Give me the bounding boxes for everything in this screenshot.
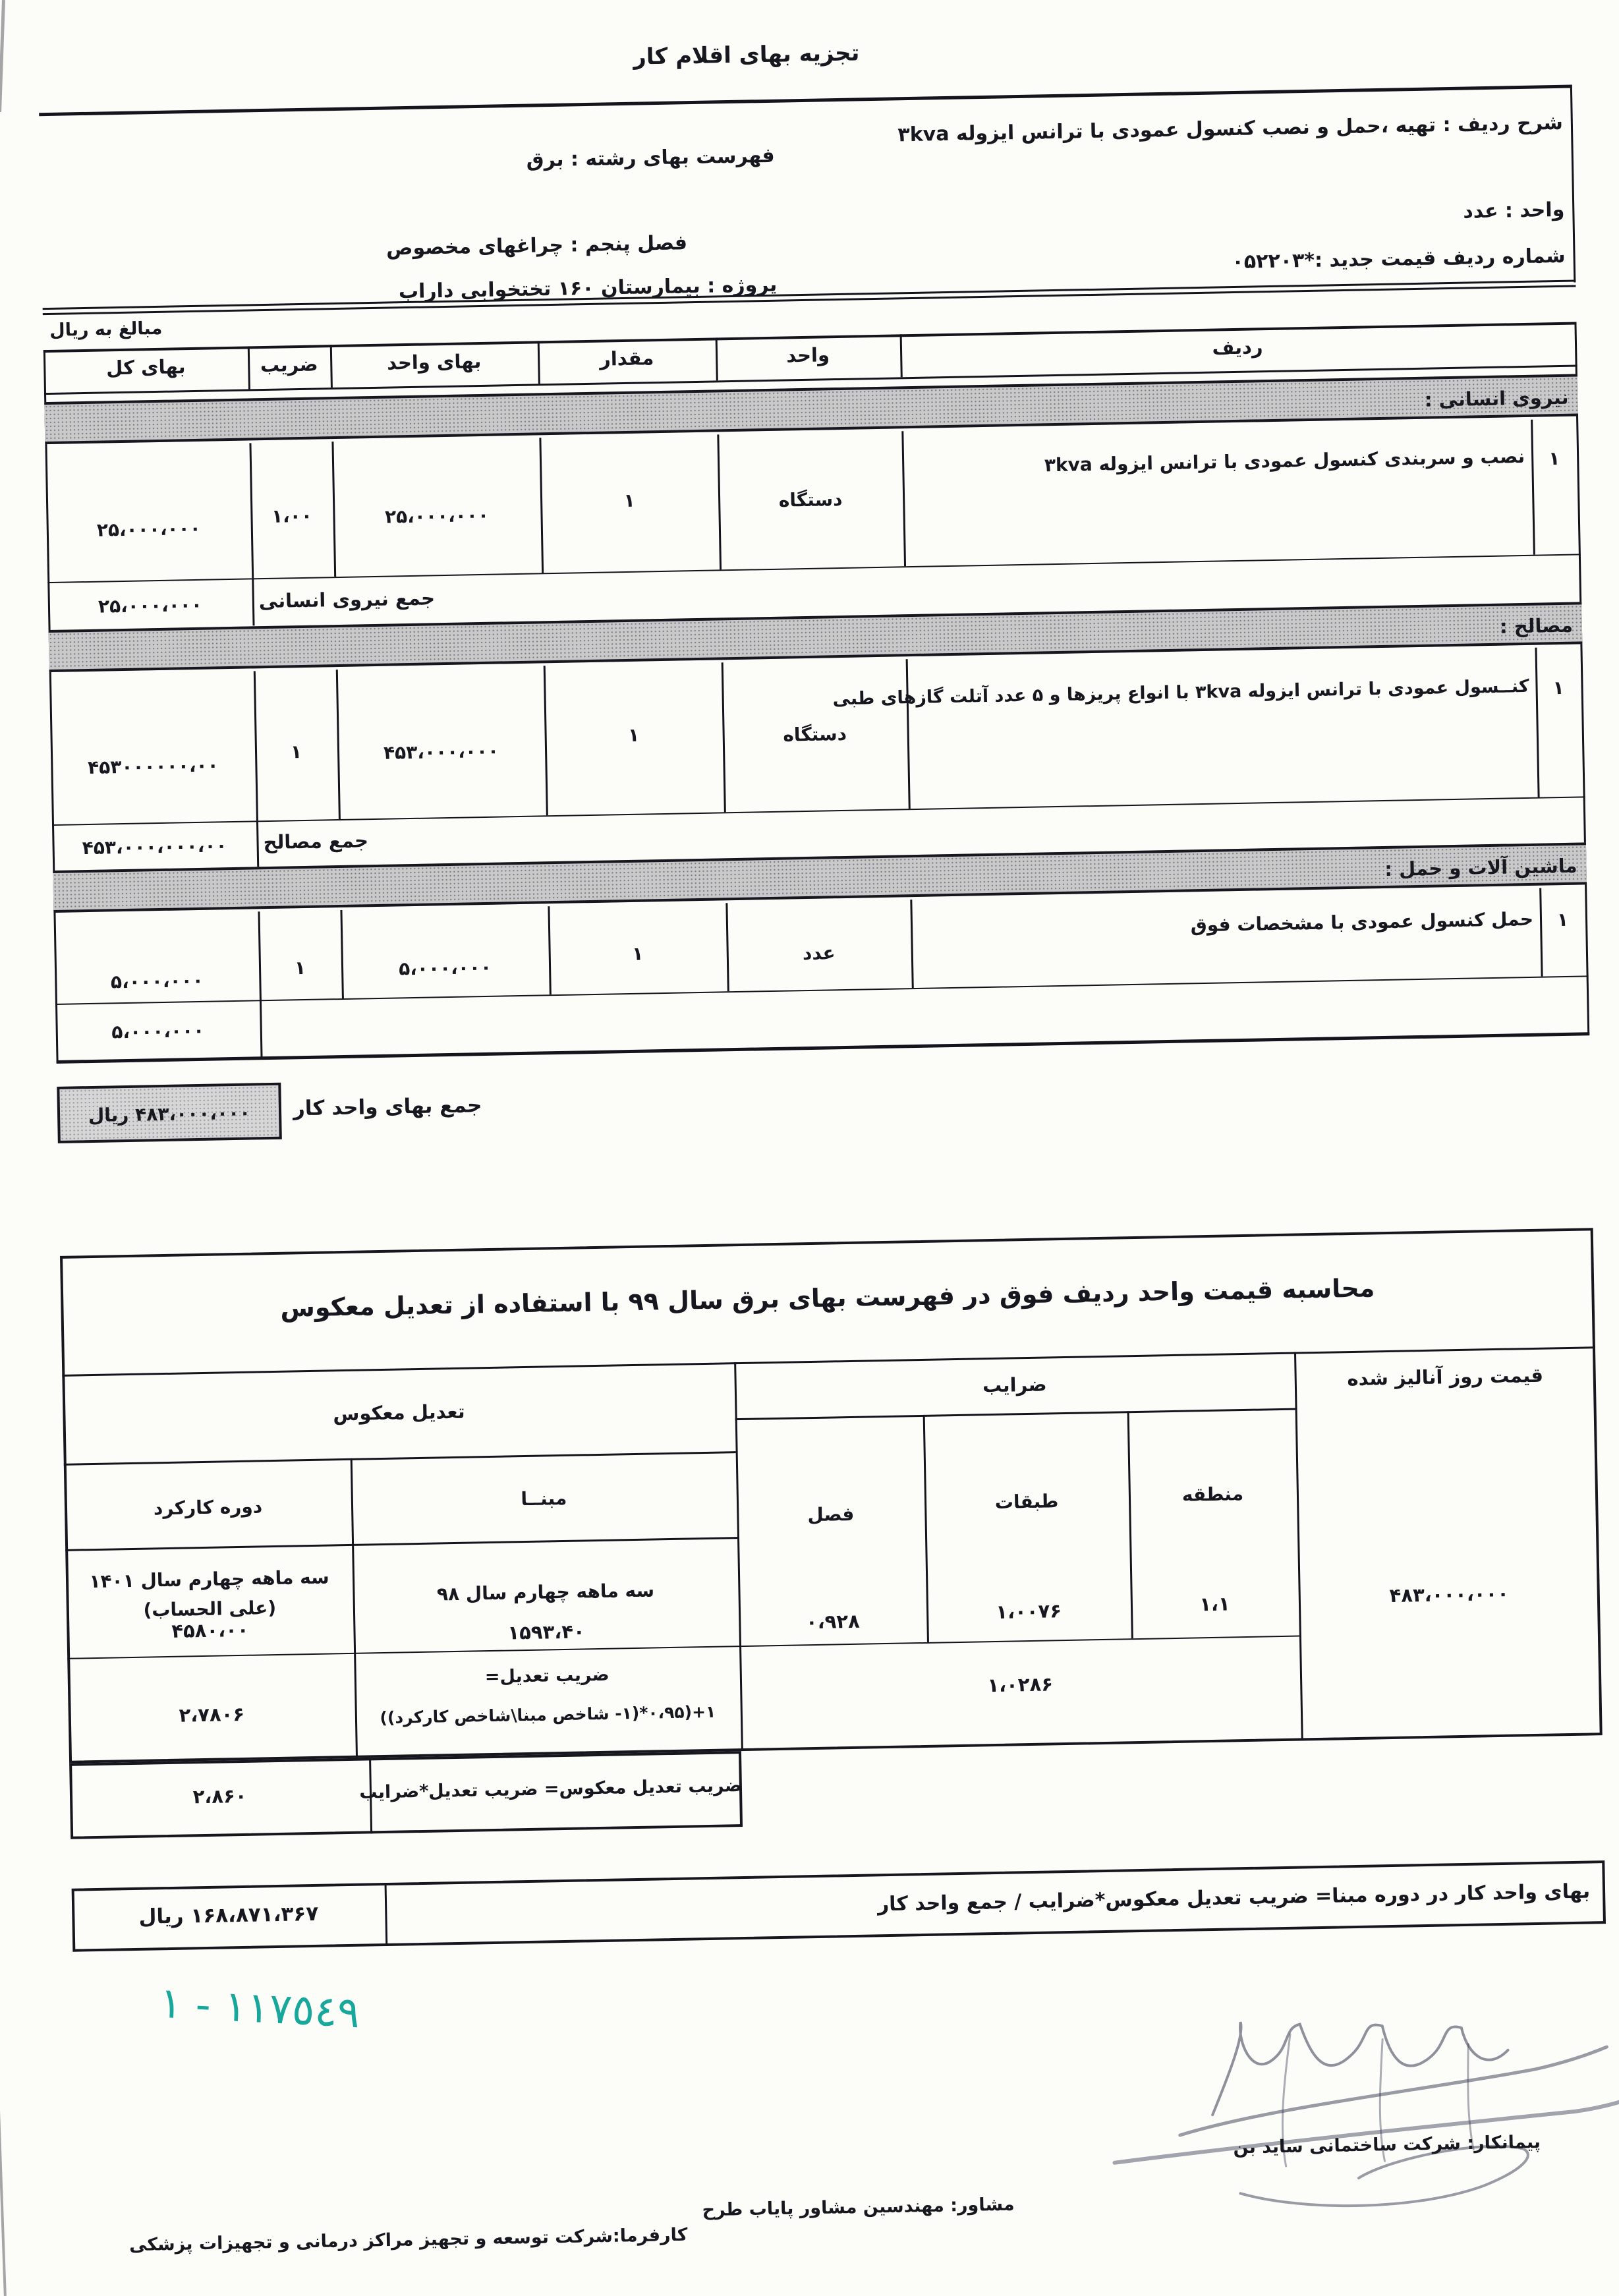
table-line — [340, 910, 343, 998]
col-header-coef: ضریب — [260, 353, 318, 377]
adjustment-value: ۲،۷۸۰۶ — [179, 1702, 245, 1727]
row-qty-cell: ۱ — [631, 942, 644, 965]
section-sum-label: جمع نیروی انسانی — [258, 587, 436, 613]
section-band-materials — [49, 602, 1583, 672]
section-title: ماشین آلات و حمل : — [1384, 854, 1577, 880]
factors-product-value: ۱،۰۲۸۶ — [987, 1673, 1054, 1697]
table-line — [1535, 648, 1539, 797]
table-line — [43, 350, 59, 1063]
section-sum-value: ۵،۰۰۰،۰۰۰ — [111, 1019, 205, 1043]
result-bar-value: ۱۶۸،۸۷۱،۳۶۷ ریال — [138, 1901, 319, 1929]
table-line — [1539, 888, 1543, 977]
analyzed-price-value: ۴۸۳،۰۰۰،۰۰۰ — [1389, 1582, 1510, 1607]
section-sum-value: ۴۵۳،۰۰۰،۰۰۰،۰۰ — [82, 834, 227, 859]
scan-edge-artifact — [0, 2076, 7, 2296]
grand-total-value: ۴۸۳،۰۰۰،۰۰۰ ریال — [88, 1101, 251, 1127]
row-coef-cell: ۱،۰۰ — [271, 504, 313, 527]
floors-value: ۱،۰۰۷۶ — [996, 1599, 1062, 1623]
row-unit-price-cell: ۴۵۳،۰۰۰،۰۰۰ — [383, 739, 499, 764]
new-price-row-number: شماره ردیف قیمت جدید :*۰۵۲۲۰۳ — [1232, 244, 1566, 274]
amounts-note: مبالغ به ریال — [49, 318, 163, 341]
row-number: ۱ — [1556, 908, 1569, 931]
row-unit-price-cell: ۵،۰۰۰،۰۰۰ — [398, 956, 492, 980]
row-description: شرح ردیف : تهیه ،حمل و نصب کنسول عمودی با ترانس ایزوله ۳kva — [897, 111, 1564, 147]
table-line — [52, 796, 1585, 826]
row-coef-cell: ۱ — [290, 741, 302, 763]
chapter-coef-value: ۰،۹۲۸ — [805, 1609, 861, 1634]
row-coef-cell: ۱ — [294, 956, 306, 979]
region-value: ۱،۱ — [1199, 1592, 1230, 1616]
table-line — [47, 554, 1581, 583]
adjustment-formula-line1: ضریب تعدیل= — [484, 1664, 610, 1688]
row-description-cell: کنــسول عمودی با ترانس ایزوله ۳kva با انواع پریزها و ۵ عدد آتلت گازهای طبی — [832, 675, 1529, 710]
row-unit-cell: عدد — [802, 942, 836, 965]
section-title: نیروی انسانی : — [1424, 386, 1569, 411]
reverse-adjustment-header: تعدیل معکوس — [333, 1400, 465, 1425]
client-label: کارفرما:شرکت توسعه و تجهیز مراکز درمانی و تجهیزات پزشکی — [128, 2224, 688, 2256]
top-rule — [39, 85, 1572, 117]
section-band-human-resources — [44, 374, 1578, 444]
reverse-adjustment-value: ۲،۸۶۰ — [192, 1784, 247, 1808]
chapter-field: فصل پنجم : چراغهای مخصوص — [385, 231, 688, 260]
header-right-border — [1570, 88, 1576, 283]
col-header-unit-price: بهای واحد — [386, 349, 482, 374]
price-list-field: فهرست بهای رشته : برق — [526, 144, 775, 172]
row-unit-cell: دستگاه — [783, 722, 847, 746]
grand-total-label: جمع بهای واحد کار — [293, 1093, 482, 1121]
work-index-value: ۴۵۸۰،۰۰ — [171, 1618, 249, 1642]
col-header-total: بهای کل — [105, 355, 186, 380]
row-number: ۱ — [1552, 676, 1564, 699]
base-header: مبنــا — [521, 1487, 567, 1510]
contractor-signature-scribble — [1072, 1988, 1619, 2236]
factors-header: ضرایب — [982, 1373, 1047, 1397]
row-qty-cell: ۱ — [623, 489, 635, 512]
adjustment-formula-line2: ۱+(۰،۹۵*(۱- شاخص مبنا\شاخص کارکرد)) — [380, 1702, 716, 1728]
row-qty-cell: ۱ — [627, 724, 640, 746]
calc-table-title: محاسبه قیمت واحد ردیف فوق در فهرست بهای برق سال ۹۹ با استفاده از تعدیل معکوس — [279, 1273, 1375, 1323]
col-header-row: ردیف — [1212, 335, 1263, 359]
row-total-cell: ۵،۰۰۰،۰۰۰ — [110, 969, 204, 993]
row-unit-cell: دستگاه — [778, 488, 843, 511]
row-total-cell: ۲۵،۰۰۰،۰۰۰ — [96, 517, 202, 541]
project-field: پروژه : بیمارستان ۱۶۰ تختخوابی داراب — [398, 273, 778, 304]
unit-note: واحد : عدد — [1463, 198, 1565, 223]
contractor-label: پیمانکار: شرکت ساختمانی ساید بن — [1233, 2131, 1541, 2158]
floors-header: طبقات — [994, 1490, 1059, 1513]
chapter-coef-header: فصل — [807, 1503, 855, 1526]
handwritten-number: ١١٧٥٤٩ - ١ — [158, 1978, 362, 2038]
table-line — [55, 975, 1589, 1005]
col-header-unit: واحد — [786, 343, 830, 367]
row-description-cell: حمل کنسول عمودی با مشخصات فوق — [1190, 907, 1534, 936]
row-number: ۱ — [1548, 447, 1560, 470]
reverse-adjustment-formula: ضریب تعدیل معکوس= ضریب تعدیل*ضرایب — [359, 1775, 743, 1803]
table-bottom-rule — [57, 1032, 1590, 1064]
col-header-qty: مقدار — [599, 347, 654, 370]
section-sum-value: ۲۵،۰۰۰،۰۰۰ — [98, 593, 203, 617]
grand-total-box — [57, 1083, 282, 1143]
row-unit-price-cell: ۲۵،۰۰۰،۰۰۰ — [384, 503, 490, 528]
region-header: منطقه — [1181, 1483, 1244, 1506]
header-bottom-rule-2 — [43, 285, 1576, 315]
work-period: سه ماهه چهارم سال ۱۴۰۱ (علی الحساب) — [89, 1566, 329, 1621]
page-title: تجزیه بهای اقلام کار — [633, 40, 860, 71]
header-bottom-rule — [43, 280, 1576, 310]
row-description-cell: نصب و سربندی کنسول عمودی با ترانس ایزوله ۳kva — [1044, 445, 1525, 476]
base-period: سه ماهه چهارم سال ۹۸ — [436, 1579, 655, 1605]
section-title: مصالح : — [1499, 614, 1574, 638]
base-index-value: ۱۵۹۳،۴۰ — [507, 1620, 585, 1644]
consultant-label: مشاور: مهندسین مشاور پایاب طرح — [702, 2194, 1015, 2221]
analyzed-price-header: قیمت روز آنالیز شده — [1347, 1363, 1544, 1391]
row-total-cell: ۴۵۳۰۰۰۰۰۰،۰۰ — [87, 754, 219, 779]
table-line — [1531, 420, 1535, 555]
work-period-header: دوره کارکرد — [153, 1495, 263, 1520]
section-sum-label: جمع مصالح — [263, 829, 369, 854]
result-bar-label: بهای واحد کار در دوره مبنا= ضریب تعدیل معکوس*ضرایب / جمع واحد کار — [877, 1880, 1591, 1916]
